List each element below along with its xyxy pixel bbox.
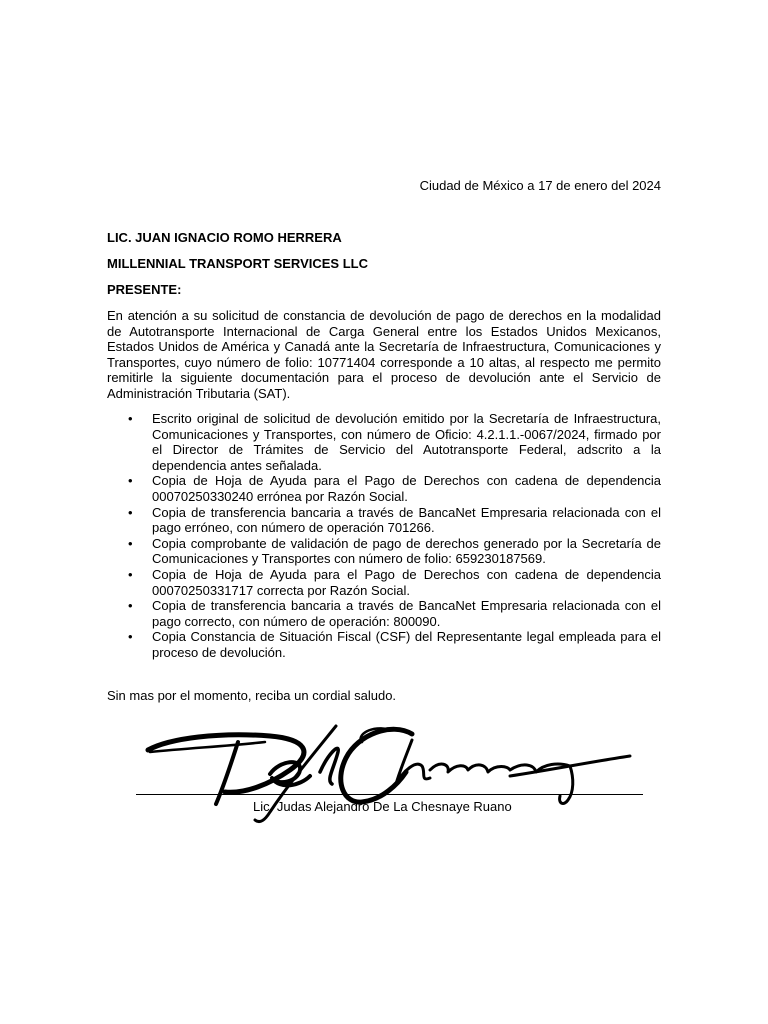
document-list-item	[107, 411, 661, 473]
bullet-icon: •	[128, 411, 133, 426]
bullet-icon: •	[128, 473, 133, 489]
addressee-company: MILLENNIAL TRANSPORT SERVICES LLC	[107, 256, 368, 271]
letter-page	[107, 0, 661, 1024]
bullet-icon: •	[128, 535, 133, 551]
document-list-item	[107, 473, 661, 504]
addressee-name: LIC. JUAN IGNACIO ROMO HERRERA	[107, 230, 342, 245]
bullet-icon: •	[128, 598, 133, 614]
document-list-item	[107, 505, 661, 536]
document-text: Escrito original de solicitud de devolución emitido por la Secretaría de Infraestructura, Comunicaciones y Transportes, con número de Oficio: 4.2.1.1.-0067/2024, firmado por el Director de Trámites de Servicio del Autotransporte Federal, adscrito a la dependencia antes señalada.	[152, 411, 661, 473]
bullet-icon: •	[128, 629, 133, 645]
salutation: PRESENTE:	[107, 282, 182, 297]
document-text: Copia comprobante de validación de pago de derechos generado por la Secretaría de Comunicaciones y Transportes con número de folio: 659230187569.	[152, 535, 661, 567]
document-text: Copia de Hoja de Ayuda para el Pago de Derechos con cadena de dependencia 00070250330240 errónea por Razón Social.	[152, 473, 661, 504]
document-list	[107, 411, 661, 661]
addressee-block	[107, 230, 661, 308]
closing-line: Sin mas por el momento, reciba un cordial saludo.	[107, 688, 397, 703]
document-list-item	[107, 629, 661, 660]
bullet-icon: •	[128, 504, 133, 520]
document-text: Copia de transferencia bancaria a través de BancaNet Empresaria relacionada con el pago correcto, con número de operación: 800090.	[152, 598, 661, 629]
document-list-item	[107, 567, 661, 598]
bullet-icon: •	[128, 566, 133, 582]
document-text: Copia de transferencia bancaria a través de BancaNet Empresaria relacionada con el pago erróneo, con número de operación 701266.	[152, 504, 661, 536]
document-text: Copia Constancia de Situación Fiscal (CSF) del Representante legal empleada para el proceso de devolución.	[152, 629, 661, 660]
document-list-item	[107, 536, 661, 567]
letter-body: En atención a su solicitud de constancia de devolución de pago de derechos en la modalidad de Autotransporte Internacional de Carga General entre los Estados Unidos Mexicanos, Estados Unidos de América y Canadá ante la Secretaría de Infraestructura, Comunicaciones y Transportes, cuyo número de folio: 10771404 corresponde a 10 altas, al respecto me permito remitirle la siguiente documentación para el proceso de devolución ante el Servicio de Administración Tributaria (SAT).	[107, 308, 661, 401]
date-line: Ciudad de México a 17 de enero del 2024	[419, 178, 661, 193]
document-list-item	[107, 598, 661, 629]
signature-line	[136, 794, 643, 795]
document-text: Copia de Hoja de Ayuda para el Pago de Derechos con cadena de dependencia 00070250331717 correcta por Razón Social.	[152, 566, 661, 598]
signer-name: Lic. Judas Alejandro De La Chesnaye Ruano	[253, 799, 512, 814]
